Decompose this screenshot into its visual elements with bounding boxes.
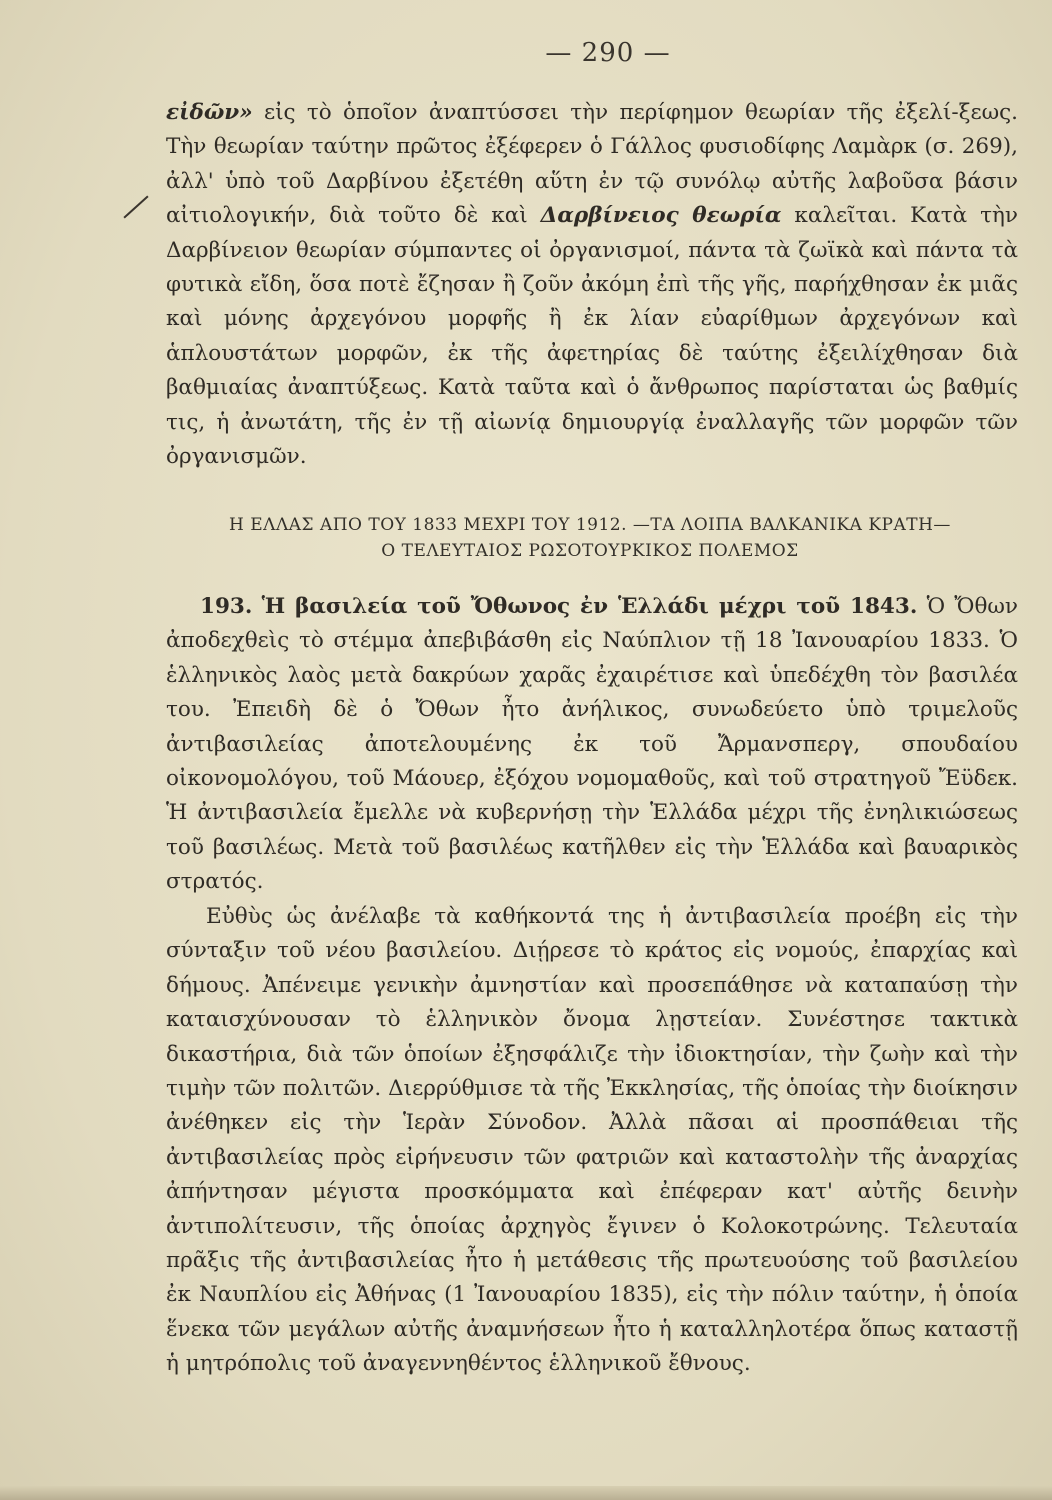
section-193-paragraph [166, 590, 1018, 900]
paragraph-1-part-2: καλεῖται. Κατὰ τὴν Δαρβίνειον θεωρίαν σύμπαντες οἱ ὀργανισμοί, πάντα τὰ ζωϊκὰ καὶ πάντα τὰ φυτικὰ εἴδη, ὅσα ποτὲ ἔζησαν ἢ ζοῦν ἀκόμη ἐπὶ τῆς γῆς, παρήχθησαν ἐκ μιᾶς καὶ μόνης ἀρχεγόνου μορφῆς ἢ ἐκ λίαν εὐαρίθμων ἀρχεγόνων καὶ ἁπλουστάτων μορφῶν, ἐκ τῆς ἀφετηρίας δὲ ταύτης ἐξειλίχθησαν διὰ βαθμιαίας ἀναπτύξεως. Κατὰ ταῦτα καὶ ὁ ἄνθρωπος παρίσταται ὡς βαθμίς τις, ἡ ἀνωτάτη, τῆς ἐν τῇ αἰωνίᾳ δημιουργίᾳ ἐναλλαγῆς τῶν μορφῶν τῶν ὀργανισμῶν. [166, 203, 1018, 470]
paragraph-3: Εὐθὺς ὡς ἀνέλαβε τὰ καθήκοντά της ἡ ἀντιβασιλεία προέβη εἰς τὴν σύνταξιν τοῦ νέου βασιλείου. Διῄρεσε τὸ κράτος εἰς νομούς, ἐπαρχίας καὶ δήμους. Ἀπένειμε γενικὴν ἀμνηστίαν καὶ προσεπάθησε νὰ καταπαύσῃ τὴν καταισχύνουσαν τὸ ἑλληνικὸν ὄνομα λῃστείαν. Συνέστησε τακτικὰ δικαστήρια, διὰ τῶν ὁποίων ἐξησφάλιζε τὴν ἰδιοκτησίαν, τὴν ζωὴν καὶ τὴν τιμὴν τῶν πολιτῶν. Διερρύθμισε τὰ τῆς Ἐκκλησίας, τῆς ὁποίας τὴν διοίκησιν ἀνέθηκεν εἰς τὴν Ἱερὰν Σύνοδον. Ἀλλὰ πᾶσαι αἱ προσπάθειαι τῆς ἀντιβασιλείας πρὸς εἰρήνευσιν τῶν φατριῶν καὶ καταστολὴν τῆς ἀναρχίας ἀπήντησαν μέγιστα προσκόμματα καὶ ἐπέφεραν κατ' αὐτῆς δεινὴν ἀντιπολίτευσιν, τῆς ὁποίας ἀρχηγὸς ἔγινεν ὁ Κολοκοτρώνης. Τελευταία πρᾶξις τῆς ἀντιβασιλείας ἦτο ἡ μετάθεσις τῆς πρωτευούσης τοῦ βασιλείου ἐκ Ναυπλίου εἰς Ἀθήνας (1 Ἰανουαρίου 1835), εἰς τὴν πόλιν ταύτην, ἡ ὁποία ἕνεκα τῶν μεγάλων αὐτῆς ἀναμνήσεων ἦτο ἡ καταλληλοτέρα ὅπως καταστῇ ἡ μητρόπολις τοῦ ἀναγεννηθέντος ἑλληνικοῦ ἔθνους. [166, 904, 1018, 1377]
regency-paragraph [166, 900, 1018, 1382]
section-193-text: Ὁ Ὄθων ἀποδεχθεὶς τὸ στέμμα ἀπεβιβάσθη εἰς Ναύπλιον τῇ 18 Ἰανουαρίου 1833. Ὁ ἑλληνικὸς λαὸς μετὰ δακρύων χαρᾶς ἐχαιρέτισε καὶ ὑπεδέχθη τὸν βασιλέα του. Ἐπειδὴ δὲ ὁ Ὄθων ἦτο ἀνήλικος, συνωδεύετο ὑπὸ τριμελοῦς ἀντιβασιλείας ἀποτελουμένης ἐκ τοῦ Ἄρμανσπεργ, σπουδαίου οἰκονομολόγου, τοῦ Μάουερ, ἐξόχου νομομαθοῦς, καὶ τοῦ στρατηγοῦ Ἔϋδεκ. Ἡ ἀντιβασιλεία ἔμελλε νὰ κυβερνήσῃ τὴν Ἑλλάδα μέχρι τῆς ἐνηλικιώσεως τοῦ βασιλέως. Μετὰ τοῦ βασιλέως κατῆλθεν εἰς τὴν Ἑλλάδα καὶ βαυαρικὸς στρατός. [166, 594, 1018, 895]
margin-pencil-mark [123, 196, 148, 219]
chapter-heading-line-2: Ο ΤΕΛΕΥΤΑΙΟΣ ΡΩΣΟΤΟΥΡΚΙΚΟΣ ΠΟΛΕΜΟΣ [381, 541, 799, 561]
section-193 [166, 590, 1018, 900]
page-bottom-edge [0, 1486, 1052, 1500]
darwin-theory-term: Δαρβίνειος θεωρία [540, 203, 782, 229]
lead-italic-word: εἰδῶν» [166, 100, 253, 125]
paragraph-1 [166, 96, 1018, 474]
chapter-heading-line-1: Η ΕΛΛΑΣ ΑΠΟ ΤΟΥ 1833 ΜΕΧΡΙ ΤΟΥ 1912. —ΤΑ ΛΟΙΠΑ ΒΑΛΚΑΝΙΚΑ ΚΡΑΤΗ— [229, 515, 951, 535]
page-number: — 290 — [545, 38, 671, 68]
paragraph-darwin-theory [166, 96, 1018, 474]
chapter-heading [160, 512, 1020, 564]
paragraph-1-part-1: εἰς τὸ ὁποῖον ἀναπτύσσει τὴν περίφημον θεωρίαν τῆς ἐξελί-ξεως. Τὴν θεωρίαν ταύτην πρῶτος ἐξέφερεν ὁ Γάλλος φυσιοδίφης Λαμὰρκ (σ. 269), ἀλλ' ὑπὸ τοῦ Δαρβίνου ἐξετέθη αὕτη ἐν τῷ συνόλῳ αὐτῆς λαβοῦσα βάσιν αἰτιολογικήν, διὰ τοῦτο δὲ καὶ [166, 100, 1018, 229]
section-title: Ἡ βασιλεία τοῦ Ὄθωνος ἐν Ἑλλάδι μέχρι τοῦ 1843. [261, 594, 918, 619]
section-number: 193. [200, 594, 253, 619]
